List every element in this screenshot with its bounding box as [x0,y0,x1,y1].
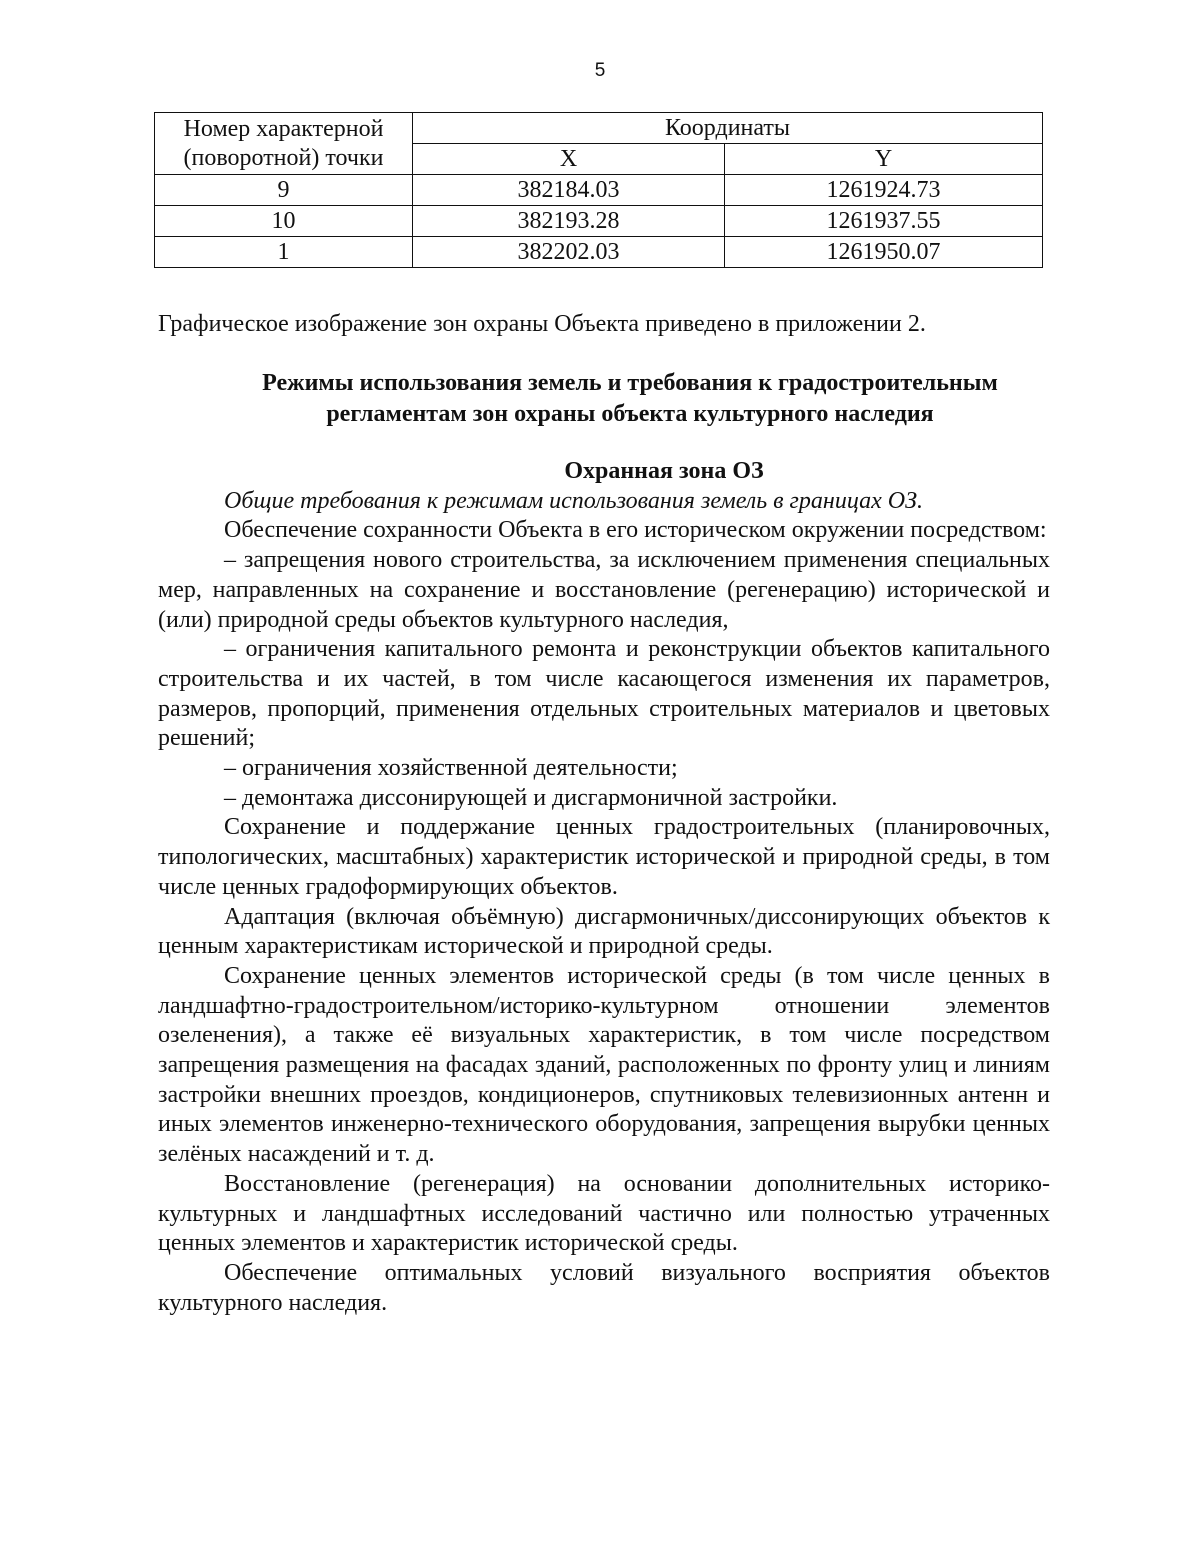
zone-subheading: Общие требования к режимам использования земель в границах ОЗ. [224,487,923,514]
cell-y: 1261924.73 [725,175,1043,206]
page-number: 5 [594,60,606,81]
paragraph: – ограничения капитального ремонта и реконструкции объектов капитального строительства и их частей, в том числе касающегося изменения их параметров, размеров, пропорций, применения отдельных строительных материалов и цветовых решений; [158,636,1050,752]
cell-x: 382202.03 [413,237,725,268]
coordinates-table [154,112,1043,268]
cell-x: 382184.03 [413,175,725,206]
paragraph: Адаптация (включая объёмную) дисгармоничных/диссонирующих объектов к ценным характеристикам исторической и природной среды. [158,903,1050,960]
cell-point: 1 [155,237,413,268]
graphic-note: Графическое изображение зон охраны Объекта приведено в приложении 2. [158,311,926,337]
cell-point: 10 [155,206,413,237]
cell-point: 9 [155,175,413,206]
paragraph: Сохранение ценных элементов исторической среды (в том числе ценных в ландшафтно-градостроительном/историко-культурном отношении элементов озеленения), а также её визуальных характеристик, в том числе посредством запрещения размещения на фасадах зданий, расположенных по фронту улиц и линиям застройки внешних проездов, кондиционеров, спутниковых телевизионных антенн и иных элементов инженерно-технического оборудования, запрещения вырубки ценных зелёных насаждений и т. д. [158,962,1050,1168]
header-coordinates: Координаты [413,113,1043,144]
header-x: X [413,144,725,175]
zone-section [158,457,1050,1318]
table-row [155,237,1043,268]
table-header-row [155,113,1043,144]
paragraph: – запрещения нового строительства, за исключением применения специальных мер, направленных на сохранение и восстановление (регенерацию) исторической и (или) природной среды объектов культурного наследия, [158,547,1050,633]
paragraph: – ограничения хозяйственной деятельности; [224,755,678,782]
graphic-note-block [158,310,1050,340]
cell-x: 382193.28 [413,206,725,237]
header-point-number: Номер характерной (поворотной) точки [155,113,413,175]
zone-heading: Охранная зона ОЗ [564,458,764,484]
header-y: Y [725,144,1043,175]
paragraph: – демонтажа диссонирующей и дисгармоничной застройки. [224,784,838,811]
paragraph: Восстановление (регенерация) на основании дополнительных историко-культурных и ландшафтных исследований частично или полностью утраченных ценных элементов и характеристик исторической среды. [158,1170,1050,1257]
table-row [155,175,1043,206]
section-heading-line2: регламентам зон охраны объекта культурного наследия [326,401,934,427]
paragraph: Обеспечение оптимальных условий визуального восприятия объектов культурного наследия. [158,1259,1050,1316]
section-heading [150,368,1110,430]
cell-y: 1261950.07 [725,237,1043,268]
section-heading-line1: Режимы использования земель и требования к градостроительным [262,370,998,396]
paragraph: Обеспечение сохранности Объекта в его историческом окружении посредством: [224,517,1047,544]
paragraph: Сохранение и поддержание ценных градостроительных (планировочных, типологических, масштабных) характеристик исторической и природной среды, в том числе ценных градоформирующих объектов. [158,814,1050,900]
cell-y: 1261937.55 [725,206,1043,237]
table-row [155,206,1043,237]
